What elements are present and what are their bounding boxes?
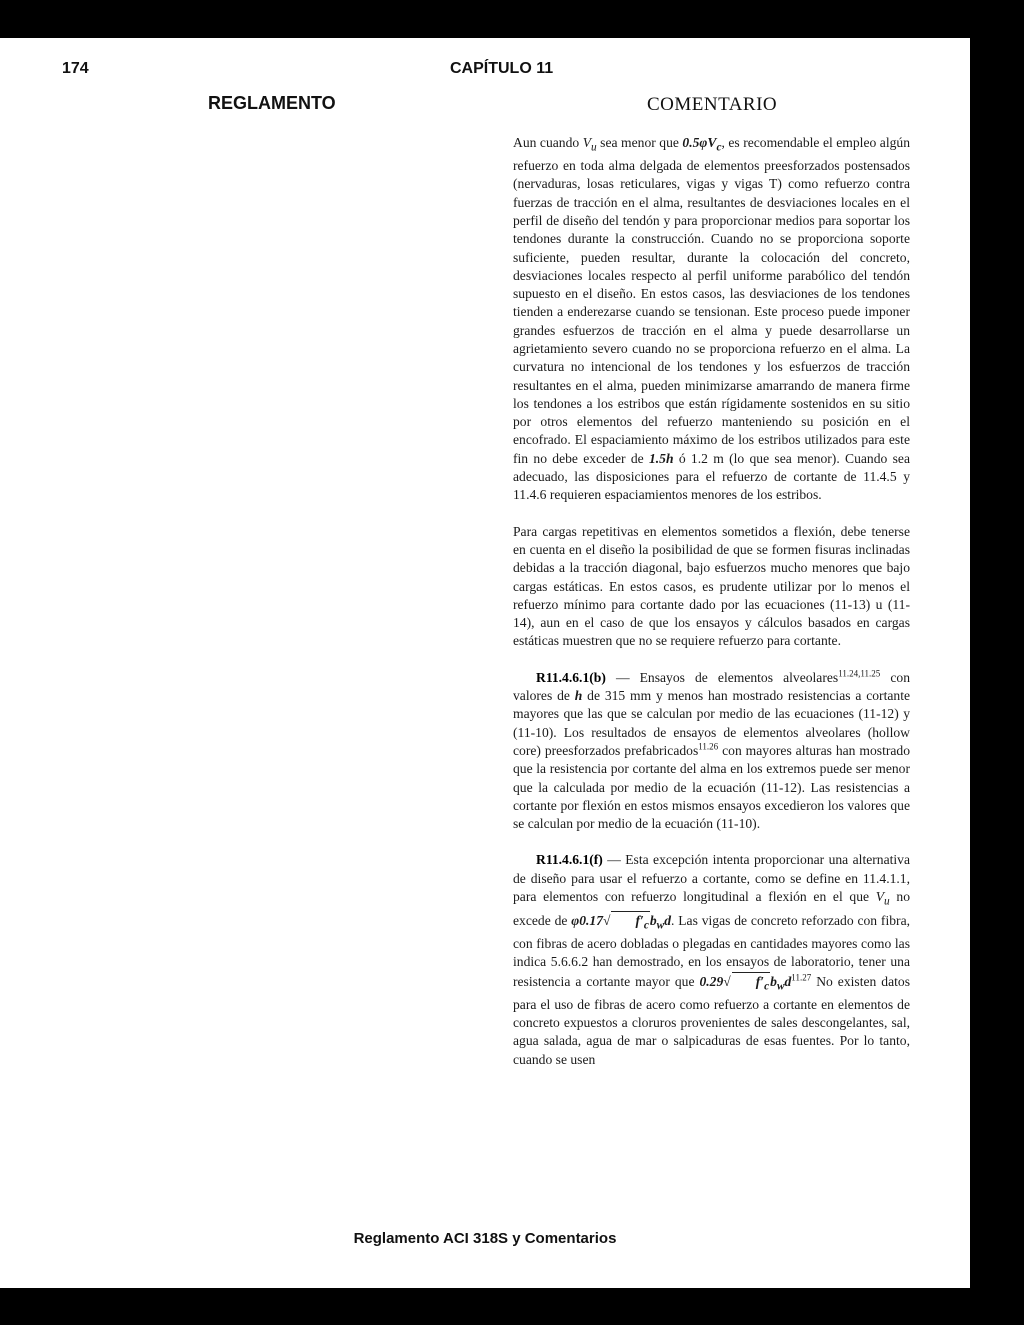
- text: — Esta excepción intenta proporcionar una alternativa de diseño para usar el refuerzo a cortante, como se define en 11.4.1.1, para elementos con refuerzo longitudinal a flexión en el que: [513, 852, 910, 904]
- text: sea menor que: [596, 135, 683, 150]
- page-number: 174: [62, 60, 89, 77]
- reference: 11.24,11.25: [838, 668, 881, 679]
- text: de 315 mm y menos han mostrado resistencias a cortante mayores que las que se calculan por medio de las ecuaciones (11-12) y (11-10). Los resultados de ensayos de elementos alveolares (hollow core) preesforzados prefabricados: [513, 688, 911, 758]
- reference: 11.27: [791, 972, 812, 983]
- section-number: R11.4.6.1(f): [536, 852, 603, 868]
- document-page: [0, 38, 970, 1288]
- math-vu: $V_u$: [582, 135, 597, 154]
- math-formula-017: φ0.17√ $f'_cb_wd$: [571, 913, 671, 928]
- text: Aun cuando: [513, 135, 583, 150]
- math-vu: $V_u$: [875, 889, 890, 908]
- text: , es recomendable el empleo algún refuerzo en toda alma delgada de elementos preesforzados postensados (nervaduras, losas reticulares, vigas y vigas T) como refuerzo contra fuerzas de tracción en el alma, resultantes de desviaciones locales en el perfil de diseño del tendón y para proporcionar medios para soportar los tendones durante la construcción. Cuando no se proporciona soporte suficiente, pueden resultar, durante la colocación del concreto, desviaciones locales respecto al perfil uniforme parabólico del tendón supuesto en el diseño. En estos casos, las desviaciones de los tendones tienden a enderezarse cuando se tensionan. Este proceso puede imponer grandes esfuerzos de tracción en el alma y puede desarrollarse un agrietamiento severo cuando no se proporciona refuerzo en el alma. La curvatura no intencional de los tendones y los esfuerzos de tracción resultantes en el alma, pueden minimizarse amarrando de manera firme los tendones a los estribos que están rígidamente sostenidos en su sitio por otros elementos del refuerzo manteniendo su posición en el encofrado. El espaciamiento máximo de los estribos utilizados para este fin no debe exceder de: [513, 135, 910, 466]
- text: — Ensayos de elementos alveolares: [605, 669, 839, 685]
- right-column-title: COMENTARIO: [647, 94, 778, 115]
- page-footer: Reglamento ACI 318S y Comentarios: [353, 1230, 617, 1247]
- math-h: h: [574, 688, 583, 704]
- math-15h: 1.5h: [648, 450, 674, 466]
- paragraph-3: [513, 669, 910, 834]
- paragraph-2: Para cargas repetitivas en elementos sometidos a flexión, debe tenerse en cuenta en el diseño la posibilidad de que se formen fisuras inclinadas debidas a la tracción diagonal, bajo esfuerzos mucho menores que bajo cargas estáticas. En estos casos, es prudente utilizar por lo menos el refuerzo mínimo para cortante dado por las ecuaciones (11-13) u (11-14), aun en el caso de que los ensayos y cálculos basados en cargas estáticas muestren que no se requiere refuerzo para cortante.: [513, 523, 910, 649]
- text: con valores de: [513, 669, 910, 704]
- text: . Las vigas de concreto reforzado con fibra, con fibras de acero dobladas o plegadas en cantidades mayores como las indica 5.6.6.2 han demostrado, en los ensayos de laboratorio, tener una resistencia a cortante mayor que: [513, 913, 910, 989]
- paragraph-1: [513, 134, 910, 505]
- text: no excede de: [513, 889, 910, 929]
- text: No existen datos para el uso de fibras de acero como refuerzo a cortante en elementos de concreto expuestos a cloruros provenientes de sales descongelantes, sal, agua salada, agua de mar o salpicaduras de esas fuentes. Por lo tanto, cuando se usen: [513, 973, 910, 1067]
- left-column-title: REGLAMENTO: [208, 93, 336, 113]
- reference: 11.26: [698, 741, 719, 752]
- chapter-title: CAPÍTULO 11: [450, 60, 554, 77]
- commentary-column: [513, 134, 910, 1087]
- section-number: R11.4.6.1(b): [536, 669, 606, 685]
- math-05phivc: $0.5\varphi V_c$: [682, 135, 722, 154]
- text: con mayores alturas han mostrado que la resistencia por cortante del alma en los extremos puede ser menor que la calculada por medio de la ecuación (11-12). Las resistencias a cortante por flexión en estos mismos ensayos excedieron los valores que se calculan por medio de la ecuación (11-10).: [513, 742, 910, 832]
- math-formula-029: 0.29√ $f'_cb_wd$: [699, 974, 791, 989]
- paragraph-4: [513, 851, 910, 1068]
- text: ó 1.2 m (lo que sea menor). Cuando sea adecuado, las disposiciones para el refuerzo de cortante de 11.4.5 y 11.4.6 requieren espaciamientos menores de los estribos.: [513, 450, 910, 503]
